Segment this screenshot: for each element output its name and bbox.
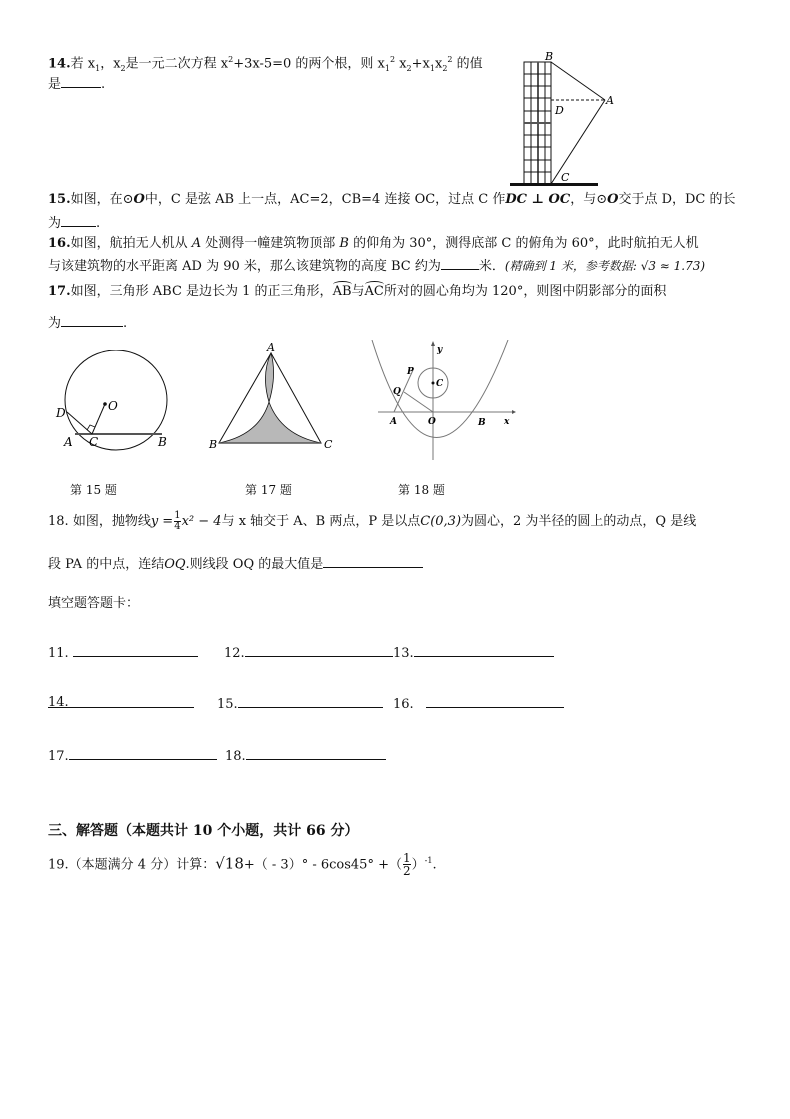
t: . — [96, 216, 101, 231]
answer-blank[interactable] — [441, 257, 479, 270]
circle-figure-15 — [50, 350, 180, 460]
t: 1 — [384, 63, 390, 73]
answer-16[interactable] — [393, 695, 564, 713]
t: . — [123, 316, 128, 331]
answer-17[interactable] — [48, 747, 217, 765]
t: B — [339, 236, 349, 251]
t: ，x — [100, 56, 121, 72]
t: 12. — [224, 646, 245, 661]
t: 如图，抛物线 — [68, 514, 151, 529]
t: 1 — [429, 63, 435, 73]
t: 是一元二次方程 x — [125, 56, 229, 72]
q-num: 15. — [48, 192, 71, 207]
label-p: P — [407, 367, 414, 377]
t: 处测得一幢建筑物顶部 — [201, 236, 340, 251]
caption-15: 第 15 题 — [70, 483, 117, 497]
answer-blank[interactable] — [61, 314, 123, 327]
t: 与 x 轴交于 A、B 两点，P 是以点 — [221, 514, 421, 529]
t: A — [191, 236, 202, 251]
t: 11. — [48, 646, 69, 661]
t: 2 — [402, 864, 411, 879]
label-a: A — [390, 417, 397, 427]
question-17-line2 — [48, 314, 127, 332]
q-num: 14. — [48, 56, 71, 72]
answer-13[interactable] — [393, 644, 554, 662]
t: ，与⊙ — [570, 192, 608, 207]
question-17 — [48, 284, 666, 300]
t: 为 — [48, 316, 62, 331]
t: 是 — [48, 77, 62, 92]
label-b: B — [209, 438, 218, 451]
answer-blank[interactable] — [61, 75, 101, 88]
label-o: O — [428, 417, 436, 427]
t: O — [607, 192, 619, 207]
t: +3x-5=0 的两个根，则 x — [233, 56, 385, 72]
t: 如图，航拍无人机从 — [70, 236, 192, 251]
t: 的仰角为 30°，测得底部 C 的俯角为 60°，此时航拍无人机 — [348, 236, 699, 251]
t: 2 — [442, 63, 448, 73]
question-19 — [48, 850, 437, 877]
t: 交于点 D，DC 的长 — [618, 192, 736, 207]
question-18 — [48, 511, 696, 533]
answer-11[interactable] — [48, 644, 198, 662]
t: 2 — [389, 55, 396, 64]
label-o: O — [108, 399, 118, 413]
label-q: Q — [393, 387, 401, 397]
t: 18. — [225, 749, 246, 764]
t: 若 x — [70, 56, 96, 72]
label-b: B — [478, 418, 486, 428]
answer-15[interactable] — [217, 695, 383, 713]
label-b: B — [158, 435, 167, 449]
t: 1 — [174, 510, 181, 521]
t: 16. — [393, 697, 414, 712]
triangle-figure-17 — [205, 340, 345, 455]
t: +（ - 3）° - 6cos45° +（ — [243, 857, 402, 873]
label-a: A — [606, 94, 614, 107]
t: 2 — [228, 55, 234, 64]
q-num: 16. — [48, 236, 71, 251]
t: 为圆心，2 为半径的圆上的动点，Q 是线 — [461, 514, 697, 529]
t: 米． — [478, 259, 505, 274]
t: 为 — [48, 216, 62, 231]
t: 与该建筑物的水平距离 AD 为 90 米，那么该建筑物的高度 BC 约为 — [48, 259, 441, 274]
t: 13. — [393, 646, 414, 661]
caption-17: 第 17 题 — [245, 483, 292, 497]
arc-ab: AB — [332, 284, 352, 299]
t: 如图，三角形 ABC 是边长为 1 的正三角形， — [70, 284, 333, 299]
t: 2 — [447, 55, 453, 64]
building-figure — [505, 50, 615, 190]
label-c: C — [436, 379, 444, 389]
t: 1 — [402, 851, 411, 866]
label-d: D — [56, 406, 66, 420]
answer-12[interactable] — [224, 644, 393, 662]
t: 与 — [351, 284, 365, 299]
t: y = — [150, 514, 174, 529]
question-14-line2 — [48, 75, 105, 93]
section-title: 三、解答题（本题共计 10 个小题，共计 66 分） — [48, 823, 359, 839]
t: (精确到 1 米，参考数据: √3 ≈ 1.73) — [504, 259, 706, 273]
t: +x — [411, 56, 430, 72]
t: x — [395, 56, 407, 72]
answer-blank[interactable] — [323, 555, 423, 568]
question-18-line2 — [48, 555, 423, 573]
t: 2 — [120, 63, 126, 73]
parabola-figure-18 — [370, 340, 520, 465]
t: C(0,3) — [420, 514, 462, 529]
t: 段 PA 的中点，连结 — [48, 557, 165, 572]
t: OQ — [164, 557, 186, 572]
question-16-line2 — [48, 257, 705, 275]
label-b: B — [545, 50, 554, 63]
t: 2 — [406, 63, 412, 73]
t: x — [434, 56, 443, 72]
fraction — [403, 852, 411, 877]
label-c: C — [324, 438, 333, 451]
t: ） — [411, 857, 425, 873]
t: O — [133, 192, 145, 207]
label-a: A — [64, 435, 73, 449]
t: 17. — [48, 749, 69, 764]
t: 1 — [95, 63, 101, 73]
question-14 — [48, 52, 483, 77]
answer-14[interactable] — [48, 695, 194, 711]
t: 如图，在⊙ — [70, 192, 134, 207]
label-c: C — [561, 171, 570, 184]
q-num: 17. — [48, 284, 71, 299]
t: 的值 — [452, 56, 483, 72]
t: 19.（本题满分 4 分）计算： — [48, 857, 216, 873]
label-a: A — [267, 341, 275, 354]
t: √18 — [215, 854, 244, 873]
question-15 — [48, 192, 736, 208]
t: .则线段 OQ 的最大值是 — [185, 557, 324, 572]
label-x: x — [504, 417, 510, 427]
t: -1 — [424, 856, 433, 865]
caption-18: 第 18 题 — [398, 483, 445, 497]
answer-card-title: 填空题答题卡： — [48, 596, 140, 611]
answer-18[interactable] — [225, 747, 386, 765]
t: . — [101, 77, 106, 92]
q-num: 18. — [48, 514, 69, 529]
label-d: D — [555, 104, 564, 117]
label-y: y — [437, 345, 443, 355]
t: 4 — [174, 521, 181, 532]
t: x² − 4 — [181, 514, 222, 529]
t: 15. — [217, 697, 238, 712]
t: . — [432, 857, 437, 873]
label-c: C — [89, 435, 99, 449]
question-15-line2 — [48, 214, 100, 232]
question-16 — [48, 236, 699, 252]
t: 中，C 是弦 AB 上一点，AC=2，CB=4 连接 OC，过点 C 作 — [144, 192, 506, 207]
fraction — [174, 511, 180, 532]
t: 所对的圆心角均为 120°，则图中阴影部分的面积 — [383, 284, 667, 299]
arc-ac: AC — [364, 284, 384, 299]
answer-blank[interactable] — [61, 214, 96, 227]
t: 14. — [48, 695, 69, 710]
t: DC ⊥ OC — [505, 192, 571, 207]
